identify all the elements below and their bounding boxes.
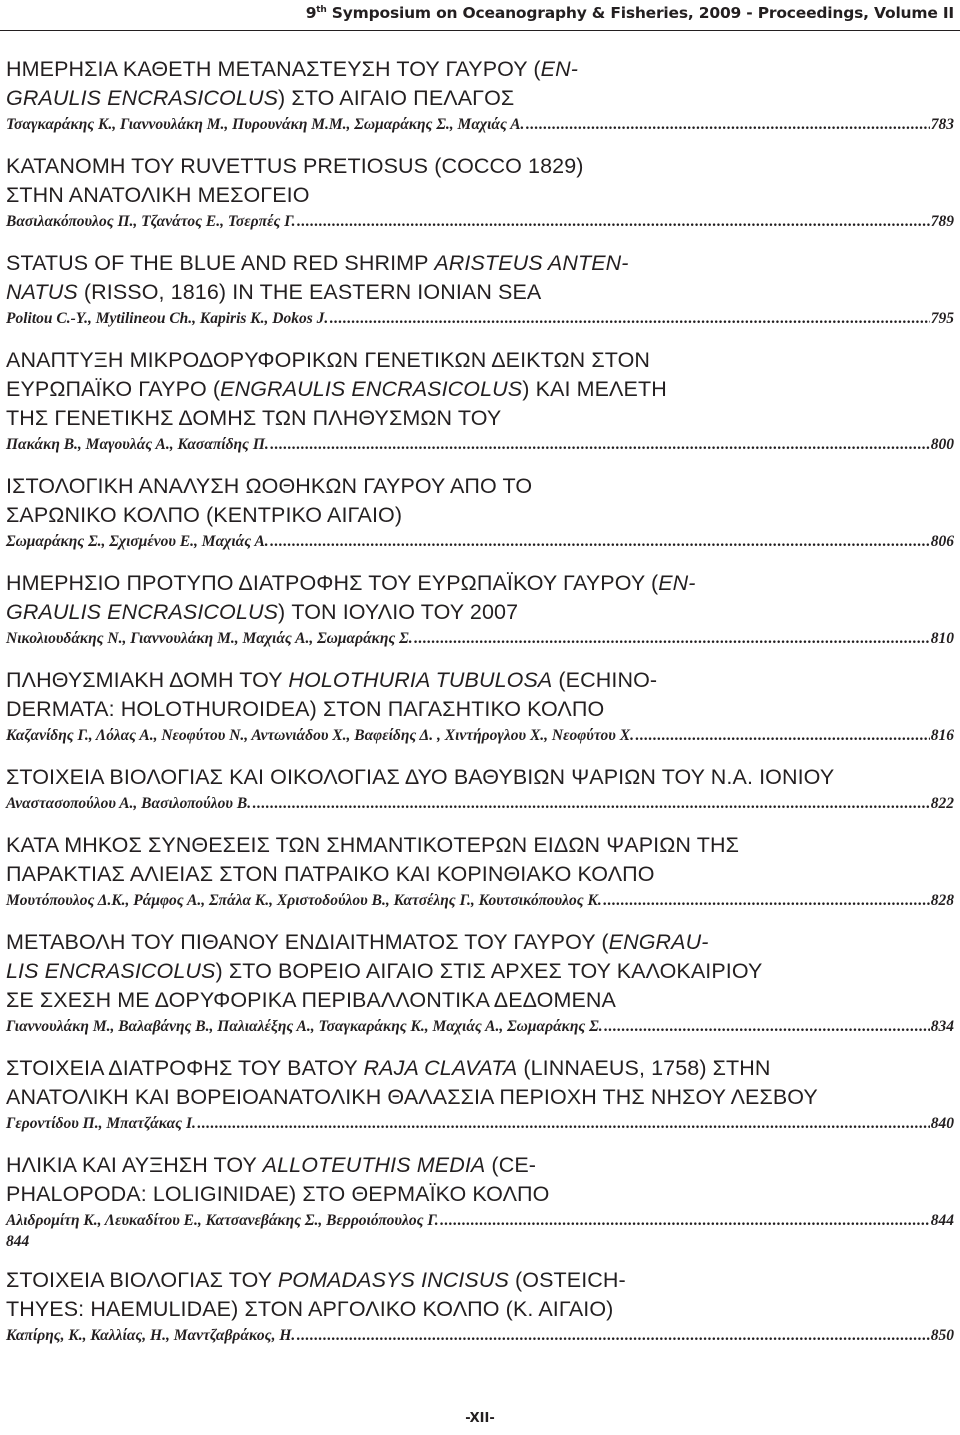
dot-leader — [604, 1015, 930, 1039]
toc-entry — [6, 249, 954, 331]
table-of-contents — [6, 55, 954, 1348]
title-text: ) ΣΤΟ ΑΙΓΑΙΟ ΠΕΛΑΓΟΣ — [278, 86, 515, 110]
entry-title-line — [6, 249, 954, 278]
title-text: (ECHINO- — [552, 668, 658, 692]
entry-page-number: 840 — [930, 1115, 954, 1132]
species-name: ALLOTEUTHIS MEDIA — [262, 1153, 486, 1177]
entry-title-line — [6, 598, 954, 627]
title-text: (LINNAEUS, 1758) ΣΤΗΝ — [517, 1056, 771, 1080]
title-text: THYES: HAEMULIDAE) ΣΤΟΝ ΑΡΓΟΛΙΚΟ ΚΟΛΠΟ (Κ. ΑΙΓΑΙΟ) — [6, 1297, 614, 1321]
title-text: ΙΣΤΟΛΟΓΙΚΗ ΑΝΑΛΥΣΗ ΩΟΘΗΚΩΝ ΓΑΥΡΟΥ ΑΠΟ ΤΟ — [6, 474, 533, 498]
entry-authors-row — [6, 792, 954, 816]
title-text: ΣΕ ΣΧΕΣΗ ΜΕ ΔΟΡΥΦΟΡΙΚΑ ΠΕΡΙΒΑΛΛΟΝΤΙΚΑ ΔΕΔΟΜΕΝΑ — [6, 988, 616, 1012]
toc-entry — [6, 831, 954, 913]
entry-page-number: 800 — [930, 436, 954, 453]
entry-title-line — [6, 860, 954, 889]
toc-entry — [6, 763, 954, 816]
entry-authors: Αναστασοπούλου Α., Βασιλοπούλου Β. — [6, 795, 252, 812]
toc-entry — [6, 666, 954, 748]
title-text: ΣΤΗΝ ΑΝΑΤΟΛΙΚΗ ΜΕΣΟΓΕΙΟ — [6, 183, 310, 207]
title-text: ΑΝΑΤΟΛΙΚΗ ΚΑΙ ΒΟΡΕΙΟΑΝΑΤΟΛΙΚΗ ΘΑΛΑΣΣΙΑ ΠΕΡΙΟΧΗ ΤΗΣ ΝΗΣΟΥ ΛΕΣΒΟΥ — [6, 1085, 818, 1109]
entry-title-line — [6, 404, 954, 433]
entry-authors: Καπίρης, Κ., Καλλίας, Η., Μαντζαβράκος, Η. — [6, 1327, 296, 1344]
dot-leader — [525, 113, 929, 137]
entry-authors-row — [6, 1015, 954, 1039]
title-text: DERMATA: HOLOTHUROIDEA) ΣΤΟΝ ΠΑΓΑΣΗΤΙΚΟ ΚΟΛΠΟ — [6, 697, 605, 721]
header-rule — [0, 30, 960, 31]
entry-title-line — [6, 695, 954, 724]
dot-leader — [329, 307, 930, 331]
entry-title-line — [6, 501, 954, 530]
title-text: (RISSO, 1816) IN THE EASTERN IONIAN SEA — [77, 280, 542, 304]
entry-authors: Νικολιουδάκης Ν., Γιαννουλάκη Μ., Μαχιάς Α., Σωμαράκης Σ. — [6, 630, 413, 647]
title-text: ΚΑΤΑ ΜΗΚΟΣ ΣΥΝΘΕΣΕΙΣ ΤΩΝ ΣΗΜΑΝΤΙΚΟΤΕΡΩΝ ΕΙΔΩΝ ΨΑΡΙΩΝ ΤΗΣ — [6, 833, 739, 857]
entry-page-number: 850 — [930, 1327, 954, 1344]
toc-entry — [6, 55, 954, 137]
species-name: RAJA CLAVATA — [363, 1056, 518, 1080]
entry-page-number: 789 — [930, 213, 954, 230]
species-name: NATUS — [6, 280, 78, 304]
dot-leader — [297, 210, 930, 234]
entry-title-line — [6, 986, 954, 1015]
entry-authors-row — [6, 530, 954, 554]
entry-page-number: 806 — [930, 533, 954, 550]
page-number: -XII- — [465, 1411, 495, 1426]
title-text: ΜΕΤΑΒΟΛΗ ΤΟΥ ΠΙΘΑΝΟΥ ΕΝΔΙΑΙΤΗΜΑΤΟΣ ΤΟΥ ΓΑΥΡΟΥ ( — [6, 930, 609, 954]
entry-title-line — [6, 1295, 954, 1324]
running-header — [306, 4, 954, 22]
entry-authors: Politou C.-Y., Mytilineou Ch., Kapiris K., Dokos J. — [6, 310, 329, 327]
title-text: ) ΚΑΙ ΜΕΛΕΤΗ — [522, 377, 667, 401]
species-name: GRAULIS ENCRASICOLUS — [6, 86, 279, 110]
entry-authors-row — [6, 627, 954, 651]
title-text: ΗΜΕΡΗΣΙΑ ΚΑΘΕΤΗ ΜΕΤΑΝΑΣΤΕΥΣΗ ΤΟΥ ΓΑΥΡΟΥ ( — [6, 57, 541, 81]
entry-title-line — [6, 666, 954, 695]
entry-title-line — [6, 763, 954, 792]
title-text: ΗΛΙΚΙΑ ΚΑΙ ΑΥΞΗΣΗ ΤΟΥ — [6, 1153, 263, 1177]
entry-page-number: 810 — [930, 630, 954, 647]
entry-authors: Γιαννουλάκη Μ., Βαλαβάνης Β., Παλιαλέξης Α., Τσαγκαράκης Κ., Μαχιάς Α., Σωμαράκης Σ. — [6, 1018, 603, 1035]
dot-leader — [635, 724, 930, 748]
entry-page-number: 783 — [930, 116, 954, 133]
toc-entry — [6, 1151, 954, 1251]
entry-title-line — [6, 957, 954, 986]
entry-authors: Αλιδρομίτη Κ., Λευκαδίτου Ε., Κατσανεβάκης Σ., Βερροιόπουλος Γ. — [6, 1212, 439, 1229]
entry-page-number: 844 — [930, 1212, 954, 1229]
entry-page-number: 822 — [930, 795, 954, 812]
title-text: ΣΑΡΩΝΙΚΟ ΚΟΛΠΟ (ΚΕΝΤΡΙΚΟ ΑΙΓΑΙΟ) — [6, 503, 403, 527]
toc-entry — [6, 928, 954, 1039]
entry-authors: Καζανίδης Γ., Λόλας Α., Νεοφύτου Ν., Αντωνιάδου Χ., Βαφείδης Δ. , Χιντήρογλου Χ., Νεοφύτου Χ. — [6, 727, 634, 744]
dot-leader — [197, 1112, 930, 1136]
toc-entry — [6, 1054, 954, 1136]
entry-authors-row — [6, 307, 954, 331]
entry-authors-row — [6, 433, 954, 457]
dot-leader — [296, 1324, 930, 1348]
toc-entry — [6, 472, 954, 554]
title-text: ) ΣΤΟ ΒΟΡΕΙΟ ΑΙΓΑΙΟ ΣΤΙΣ ΑΡΧΕΣ ΤΟΥ ΚΑΛΟΚΑΙΡΙΟΥ — [215, 959, 763, 983]
toc-entry — [6, 1266, 954, 1348]
entry-authors: Σωμαράκης Σ., Σχισμένου Ε., Μαχιάς Α. — [6, 533, 269, 550]
header-text: Symposium on Oceanography & Fisheries, 2009 - Proceedings, Volume II — [326, 4, 954, 22]
dot-leader — [270, 530, 930, 554]
species-name: LIS ENCRASICOLUS — [6, 959, 216, 983]
entry-authors-row — [6, 113, 954, 137]
entry-title-line — [6, 1180, 954, 1209]
entry-title-line — [6, 375, 954, 404]
entry-title-line — [6, 152, 954, 181]
entry-title-line — [6, 928, 954, 957]
entry-authors: Μουτόπουλος Δ.Κ., Ράμφος Α., Σπάλα Κ., Χριστοδούλου Β., Κατσέλης Γ., Κουτσικόπουλος Κ. — [6, 892, 602, 909]
species-name: ENGRAU- — [608, 930, 709, 954]
entry-page-number: 795 — [930, 310, 954, 327]
entry-title-line — [6, 831, 954, 860]
species-name: ENGRAULIS ENCRASICOLUS — [220, 377, 523, 401]
entry-authors-row — [6, 1324, 954, 1348]
entry-title-line — [6, 1266, 954, 1295]
species-name: HOLOTHURIA TUBULOSA — [288, 668, 553, 692]
entry-authors: Πακάκη Β., Μαγουλάς Α., Κασαπίδης Π. — [6, 436, 269, 453]
species-name: ARISTEUS ANTEN- — [434, 251, 629, 275]
dot-leader — [414, 627, 930, 651]
entry-title-line — [6, 1083, 954, 1112]
entry-title-line — [6, 278, 954, 307]
title-text: ΣΤΟΙΧΕΙΑ ΒΙΟΛΟΓΙΑΣ ΤΟΥ — [6, 1268, 278, 1292]
entry-page-number: 816 — [930, 727, 954, 744]
entry-authors-row — [6, 210, 954, 234]
entry-title-line — [6, 346, 954, 375]
title-text: (OSTEICH- — [508, 1268, 626, 1292]
entry-title-line — [6, 569, 954, 598]
entry-page-number: 828 — [930, 892, 954, 909]
entry-authors-row — [6, 724, 954, 748]
entry-authors: Βασιλακόπουλος Π., Τζανάτος Ε., Τσερπές Γ. — [6, 213, 296, 230]
edition-suffix: th — [316, 5, 327, 15]
entry-page-number: 834 — [930, 1018, 954, 1035]
dot-leader — [252, 792, 930, 816]
title-text: ΣΤΟΙΧΕΙΑ ΔΙΑΤΡΟΦΗΣ ΤΟΥ ΒΑΤΟΥ — [6, 1056, 364, 1080]
entry-extra-page-number: 844 — [6, 1233, 30, 1250]
title-text: ΚΑΤΑΝΟΜΗ ΤΟΥ RUVETTUS PRETIOSUS (COCCO 1829) — [6, 154, 584, 178]
dot-leader — [270, 433, 930, 457]
title-text: ΣΤΟΙΧΕΙΑ ΒΙΟΛΟΓΙΑΣ ΚΑΙ ΟΙΚΟΛΟΓΙΑΣ ΔΥΟ ΒΑΘΥΒΙΩΝ ΨΑΡΙΩΝ ΤΟΥ Ν.Α. ΙΟΝΙΟΥ — [6, 765, 835, 789]
entry-title-line — [6, 1151, 954, 1180]
species-name: EN- — [658, 571, 696, 595]
entry-title-line — [6, 84, 954, 113]
entry-title-line — [6, 472, 954, 501]
entry-title-line — [6, 181, 954, 210]
entry-authors-row — [6, 1209, 954, 1233]
title-text: ΤΗΣ ΓΕΝΕΤΙΚΗΣ ΔΟΜΗΣ ΤΩΝ ΠΛΗΘΥΣΜΩΝ ΤΟΥ — [6, 406, 502, 430]
species-name: POMADASYS INCISUS — [277, 1268, 509, 1292]
title-text: ΑΝΑΠΤΥΞΗ ΜΙΚΡΟΔΟΡΥΦΟΡΙΚΩΝ ΓΕΝΕΤΙΚΩΝ ΔΕΙΚΤΩΝ ΣΤΟΝ — [6, 348, 651, 372]
title-text: ) ΤΟΝ ΙΟΥΛΙΟ ΤΟΥ 2007 — [278, 600, 519, 624]
title-text: ΠΑΡΑΚΤΙΑΣ ΑΛΙΕΙΑΣ ΣΤΟΝ ΠΑΤΡΑΙΚΟ ΚΑΙ ΚΟΡΙΝΘΙΑΚΟ ΚΟΛΠΟ — [6, 862, 655, 886]
toc-entry — [6, 152, 954, 234]
species-name: GRAULIS ENCRASICOLUS — [6, 600, 279, 624]
dot-leader — [603, 889, 930, 913]
entry-title-line — [6, 1054, 954, 1083]
species-name: EN- — [540, 57, 578, 81]
title-text: PHALOPODA: LOLIGINIDAE) ΣΤΟ ΘΕΡΜΑΪΚΟ ΚΟΛΠΟ — [6, 1182, 550, 1206]
toc-entry — [6, 569, 954, 651]
title-text: ΗΜΕΡΗΣΙΟ ΠΡΟΤΥΠΟ ΔΙΑΤΡΟΦΗΣ ΤΟΥ ΕΥΡΩΠΑΪΚΟΥ ΓΑΥΡΟΥ ( — [6, 571, 659, 595]
title-text: ΠΛΗΘΥΣΜΙΑΚΗ ΔΟΜΗ ΤΟΥ — [6, 668, 289, 692]
edition-number: 9 — [305, 4, 317, 22]
dot-leader — [440, 1209, 930, 1233]
entry-authors-row — [6, 889, 954, 913]
toc-entry — [6, 346, 954, 457]
entry-authors: Γεροντίδου Π., Μπατζάκας Ι. — [6, 1115, 196, 1132]
entry-title-line — [6, 55, 954, 84]
title-text: STATUS OF THE BLUE AND RED SHRIMP — [6, 251, 435, 275]
entry-authors: Τσαγκαράκης Κ., Γιαννουλάκη Μ., Πυρουνάκη Μ.Μ., Σωμαράκης Σ., Μαχιάς Α. — [6, 116, 525, 133]
title-text: (CE- — [485, 1153, 537, 1177]
title-text: ΕΥΡΩΠΑΪΚΟ ΓΑΥΡΟ ( — [6, 377, 221, 401]
entry-authors-row — [6, 1112, 954, 1136]
